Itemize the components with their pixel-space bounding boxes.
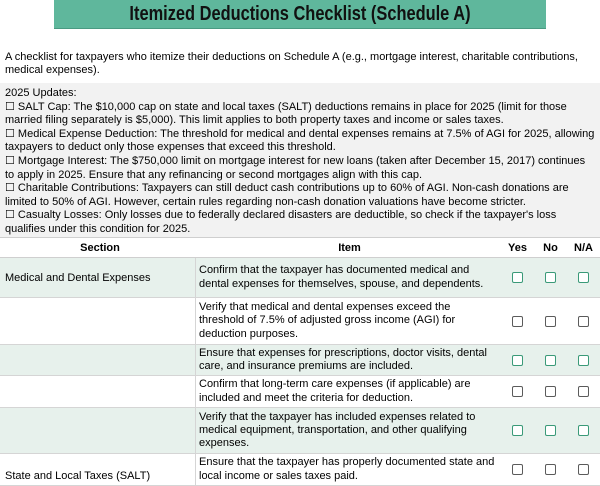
row-item: Verify that medical and dental expenses exceed the threshold of 7.5% of adjusted gross income (AGI) for deduction purposes. <box>195 298 501 344</box>
table-row <box>0 454 600 486</box>
na-checkbox[interactable] <box>578 272 589 283</box>
na-checkbox[interactable] <box>578 386 589 397</box>
table-row <box>0 376 600 408</box>
updates-heading: 2025 Updates: <box>5 87 77 99</box>
table-row <box>0 298 600 345</box>
na-checkbox[interactable] <box>578 316 589 327</box>
table-header <box>0 237 600 258</box>
no-checkbox[interactable] <box>545 464 556 475</box>
spacer <box>0 29 600 51</box>
row-section <box>0 345 195 375</box>
yes-checkbox[interactable] <box>512 464 523 475</box>
yes-checkbox[interactable] <box>512 272 523 283</box>
row-section: Medical and Dental Expenses <box>0 258 195 297</box>
na-checkbox[interactable] <box>578 464 589 475</box>
header-item: Item <box>338 241 361 254</box>
updates-block <box>0 83 600 237</box>
na-checkbox[interactable] <box>578 425 589 436</box>
update-casualty-losses: ☐ Casualty Losses: Only losses due to federally declared disasters are deductible, so check if the taxpayer's loss qualifies under this condition for 2025. <box>5 209 557 235</box>
row-item: Verify that the taxpayer has included expenses related to medical equipment, transportation, and other qualifying expenses. <box>195 408 501 453</box>
no-checkbox[interactable] <box>545 272 556 283</box>
header-no: No <box>543 241 558 254</box>
row-section: State and Local Taxes (SALT) <box>5 470 151 482</box>
yes-checkbox[interactable] <box>512 316 523 327</box>
row-item: Ensure that expenses for prescriptions, doctor visits, dental care, and insurance premiums are included. <box>195 345 501 375</box>
row-item: Confirm that long-term care expenses (if applicable) are included and meet the criteria for deduction. <box>195 376 501 407</box>
no-checkbox[interactable] <box>545 425 556 436</box>
update-mortgage-interest: ☐ Mortgage Interest: The $750,000 limit on mortgage interest for new loans (taken after December 15, 2017) continues to apply in 2025. Ensure that any refinancing or second mortgages align with this cap. <box>5 154 586 181</box>
update-salt-cap: ☐ SALT Cap: The $10,000 cap on state and local taxes (SALT) deductions remains in place for 2025 (limit for those married filing separately is $5,000). This limit applies to both property taxes and income or sales taxes. <box>5 100 567 127</box>
row-item: Confirm that the taxpayer has documented medical and dental expenses for themselves, spouse, and dependents. <box>195 258 501 297</box>
header-na: N/A <box>574 241 593 254</box>
intro-text: A checklist for taxpayers who itemize their deductions on Schedule A (e.g., mortgage interest, charitable contributions, medical expenses). <box>5 51 578 76</box>
no-checkbox[interactable] <box>545 316 556 327</box>
table-row <box>0 408 600 454</box>
row-item: Ensure that the taxpayer has properly documented state and local income or sales taxes paid. <box>195 454 501 485</box>
page-title <box>54 0 546 29</box>
header-section: Section <box>80 241 120 254</box>
row-section <box>0 408 195 453</box>
table-row <box>0 345 600 376</box>
yes-checkbox[interactable] <box>512 425 523 436</box>
header-yes: Yes <box>508 241 527 254</box>
row-section <box>0 298 195 344</box>
update-charitable-contributions: ☐ Charitable Contributions: Taxpayers can still deduct cash contributions up to 60% of AGI. Non-cash donations are limited to 50% of AGI. However, certain rules regarding non-cash donation valuations have become stricter. <box>5 182 569 208</box>
row-section <box>0 376 195 407</box>
update-medical-expense: ☐ Medical Expense Deduction: The threshold for medical and dental expenses remains at 7.5% of AGI for 2025, allowing taxpayers to deduct only those expenses that exceed this threshold. <box>5 127 595 154</box>
page-title-text: Itemized Deductions Checklist (Schedule A) <box>129 2 471 25</box>
table-row <box>0 258 600 298</box>
yes-checkbox[interactable] <box>512 386 523 397</box>
yes-checkbox[interactable] <box>512 355 523 366</box>
na-checkbox[interactable] <box>578 355 589 366</box>
no-checkbox[interactable] <box>545 386 556 397</box>
no-checkbox[interactable] <box>545 355 556 366</box>
